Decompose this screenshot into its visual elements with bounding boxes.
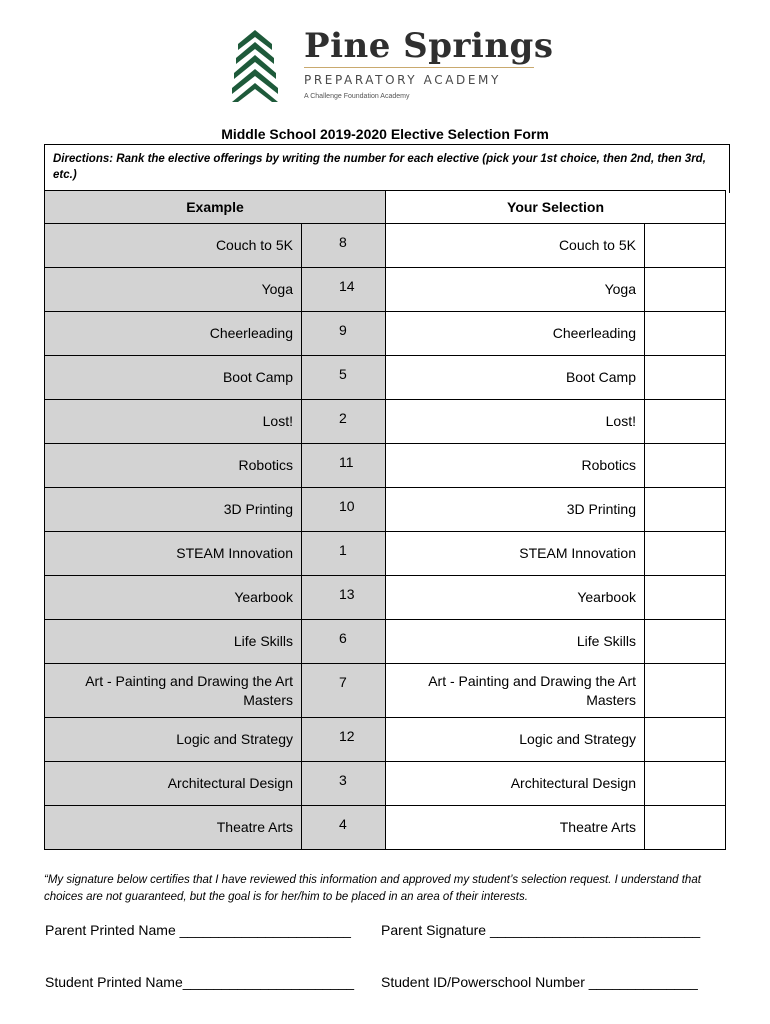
selection-elective-name: Cheerleading bbox=[386, 312, 645, 356]
selection-rank-input[interactable] bbox=[645, 224, 726, 268]
example-elective-name: Logic and Strategy bbox=[45, 718, 302, 762]
student-id-field[interactable]: Student ID/Powerschool Number ______________ bbox=[381, 974, 698, 990]
example-elective-name: Boot Camp bbox=[45, 356, 302, 400]
certification-text: “My signature below certifies that I have reviewed this information and approved my student’s selection request. I understand that choices are not guaranteed, but the goal is for her/him to be placed in an area of their interests. bbox=[44, 874, 701, 903]
selection-rank-input[interactable] bbox=[645, 718, 726, 762]
table-row bbox=[45, 356, 726, 400]
selection-elective-name: Boot Camp bbox=[386, 356, 645, 400]
table-row bbox=[45, 444, 726, 488]
selection-elective-name: Logic and Strategy bbox=[386, 718, 645, 762]
selection-elective-name: Architectural Design bbox=[386, 762, 645, 806]
school-subtitle: PREPARATORY ACADEMY bbox=[304, 73, 501, 87]
example-rank: 2 bbox=[302, 400, 386, 444]
school-name: Pine Springs bbox=[304, 26, 554, 66]
form-title: Middle School 2019-2020 Elective Selection Form bbox=[221, 126, 549, 142]
example-rank: 9 bbox=[302, 312, 386, 356]
elective-table bbox=[44, 190, 726, 850]
selection-rank-input[interactable] bbox=[645, 268, 726, 312]
example-elective-name: 3D Printing bbox=[45, 488, 302, 532]
example-rank: 8 bbox=[302, 224, 386, 268]
selection-elective-name: Couch to 5K bbox=[386, 224, 645, 268]
example-rank: 11 bbox=[302, 444, 386, 488]
selection-rank-input[interactable] bbox=[645, 312, 726, 356]
example-rank: 1 bbox=[302, 532, 386, 576]
example-rank: 4 bbox=[302, 806, 386, 850]
table-row bbox=[45, 576, 726, 620]
selection-rank-input[interactable] bbox=[645, 400, 726, 444]
selection-elective-name: STEAM Innovation bbox=[386, 532, 645, 576]
selection-elective-name: Lost! bbox=[386, 400, 645, 444]
selection-elective-name: Art - Painting and Drawing the Art Masters bbox=[386, 664, 645, 718]
table-row bbox=[45, 762, 726, 806]
selection-header: Your Selection bbox=[386, 191, 726, 224]
example-elective-name: Architectural Design bbox=[45, 762, 302, 806]
school-logo bbox=[232, 26, 552, 106]
example-elective-name: Yoga bbox=[45, 268, 302, 312]
example-rank: 13 bbox=[302, 576, 386, 620]
student-printed-name-field[interactable]: Student Printed Name______________________ bbox=[45, 974, 355, 990]
example-elective-name: Art - Painting and Drawing the Art Masters bbox=[45, 664, 302, 718]
selection-rank-input[interactable] bbox=[645, 620, 726, 664]
table-row bbox=[45, 620, 726, 664]
table-row bbox=[45, 806, 726, 850]
table-row bbox=[45, 532, 726, 576]
selection-elective-name: Robotics bbox=[386, 444, 645, 488]
table-row bbox=[45, 312, 726, 356]
example-elective-name: Yearbook bbox=[45, 576, 302, 620]
table-header-row bbox=[45, 191, 726, 224]
example-rank: 6 bbox=[302, 620, 386, 664]
example-rank: 5 bbox=[302, 356, 386, 400]
table-row bbox=[45, 224, 726, 268]
selection-rank-input[interactable] bbox=[645, 532, 726, 576]
selection-elective-name: Yearbook bbox=[386, 576, 645, 620]
example-rank: 7 bbox=[302, 664, 386, 718]
pine-tree-icon bbox=[232, 30, 278, 102]
table-row bbox=[45, 664, 726, 718]
selection-elective-name: 3D Printing bbox=[386, 488, 645, 532]
table-row bbox=[45, 268, 726, 312]
selection-elective-name: Yoga bbox=[386, 268, 645, 312]
school-tagline: A Challenge Foundation Academy bbox=[304, 93, 410, 100]
table-row bbox=[45, 718, 726, 762]
example-rank: 12 bbox=[302, 718, 386, 762]
example-elective-name: STEAM Innovation bbox=[45, 532, 302, 576]
selection-rank-input[interactable] bbox=[645, 762, 726, 806]
selection-rank-input[interactable] bbox=[645, 806, 726, 850]
example-header: Example bbox=[45, 191, 386, 224]
selection-rank-input[interactable] bbox=[645, 576, 726, 620]
parent-printed-name-field[interactable]: Parent Printed Name ______________________ bbox=[45, 922, 351, 938]
example-elective-name: Robotics bbox=[45, 444, 302, 488]
table-row bbox=[45, 488, 726, 532]
selection-rank-input[interactable] bbox=[645, 488, 726, 532]
selection-elective-name: Life Skills bbox=[386, 620, 645, 664]
example-elective-name: Cheerleading bbox=[45, 312, 302, 356]
table-row bbox=[45, 400, 726, 444]
example-rank: 10 bbox=[302, 488, 386, 532]
example-rank: 3 bbox=[302, 762, 386, 806]
selection-elective-name: Theatre Arts bbox=[386, 806, 645, 850]
parent-signature-field[interactable]: Parent Signature ___________________________ bbox=[381, 922, 701, 938]
example-elective-name: Life Skills bbox=[45, 620, 302, 664]
directions-text: Directions: Rank the elective offerings by writing the number for each elective (pick your 1st choice, then 2nd, then 3rd, etc.) bbox=[44, 144, 730, 193]
example-elective-name: Couch to 5K bbox=[45, 224, 302, 268]
selection-rank-input[interactable] bbox=[645, 664, 726, 718]
selection-rank-input[interactable] bbox=[645, 356, 726, 400]
example-elective-name: Theatre Arts bbox=[45, 806, 302, 850]
selection-rank-input[interactable] bbox=[645, 444, 726, 488]
logo-divider bbox=[304, 67, 534, 68]
example-rank: 14 bbox=[302, 268, 386, 312]
example-elective-name: Lost! bbox=[45, 400, 302, 444]
